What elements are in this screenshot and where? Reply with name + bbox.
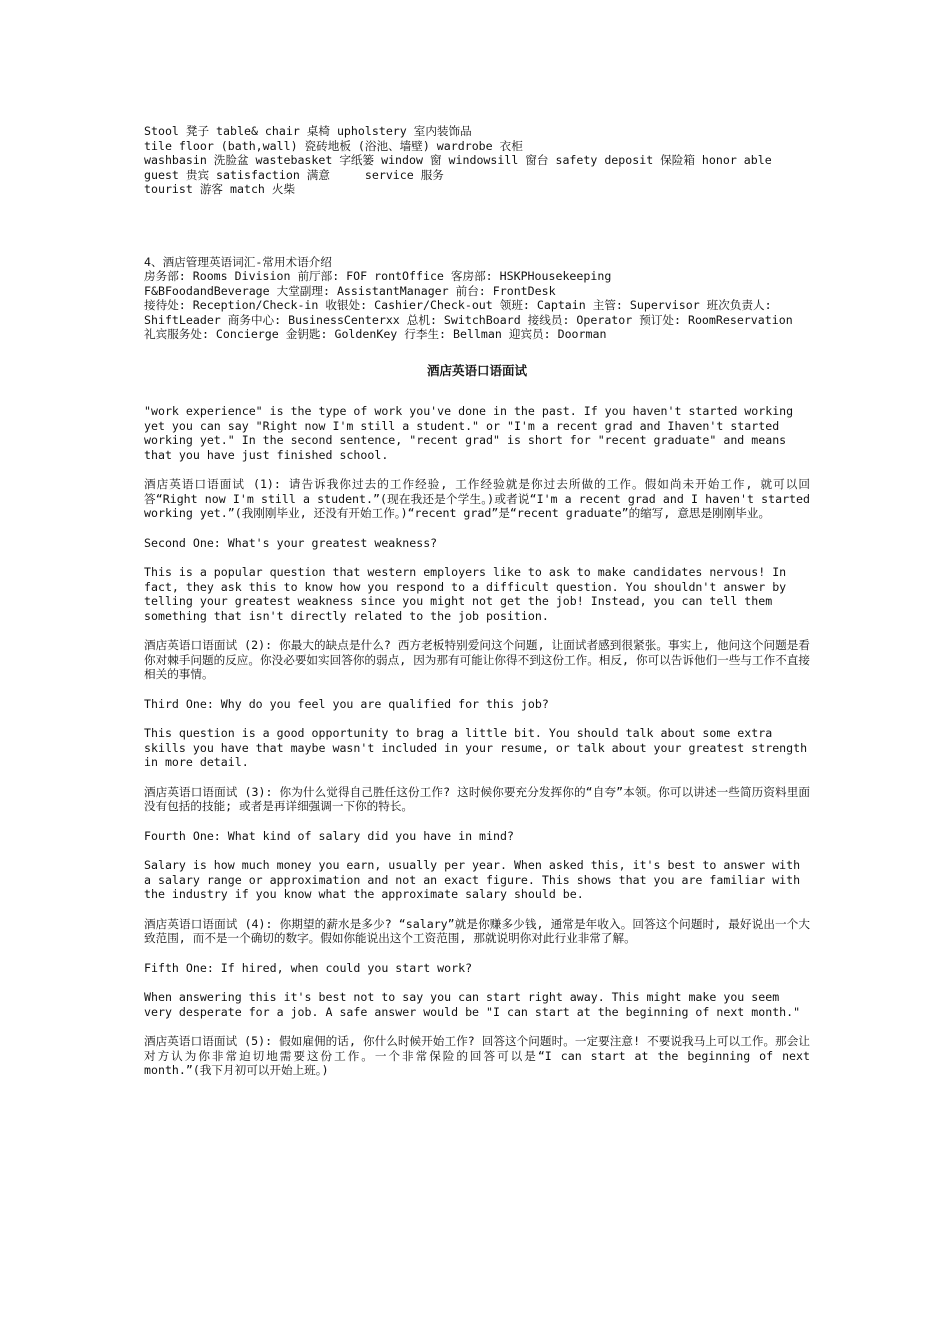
paragraph-zh: 酒店英语口语面试 (1): 请告诉我你过去的工作经验, 工作经验就是你过去所做的工作。假如尚未开始工作, 就可以回答“Right now I'm still a student.”(现在我还是个学生。)或者说“I'm a recent grad and I haven't started working yet.”(我刚刚毕业, 还没有开始工作。)“recent grad”是“recent graduate”的缩写, 意思是刚刚毕业。: [144, 477, 810, 520]
section-title: 酒店英语口语面试: [426, 362, 527, 378]
paragraph-zh: 酒店英语口语面试 (5): 假如雇佣的话, 你什么时候开始工作? 回答这个问题时。一定要注意! 不要说我马上可以工作。那会让对方认为你非常迫切地需要这份工作。一个非常保险的回答可以是“I can start at the beginning of next month.”(我下月初可以开始上班。): [144, 1034, 810, 1077]
vocab-line: washbasin 洗脸盆 wastebasket 字纸篓 window 窗 windowsill 窗台 safety deposit 保险箱 honor able guest 贵宾 satisfaction 满意 service 服务: [144, 153, 779, 182]
terms-line: F&BFoodandBeverage 大堂副理: AssistantManager 前台: FrontDesk: [144, 283, 556, 298]
terms-heading: 4、酒店管理英语词汇-常用术语介绍: [144, 254, 332, 269]
vocabulary-list: [144, 124, 810, 197]
terms-line: 房务部: Rooms Division 前厅部: FOF rontOffice 客房部: HSKPHousekeeping: [144, 269, 612, 283]
question-heading: Second One: What's your greatest weakness?: [144, 535, 438, 550]
paragraph-zh: 酒店英语口语面试 (2): 你最大的缺点是什么? 西方老板特别爱问这个问题, 让面试者感到很紧张。事实上, 他问这个问题是看你对棘手问题的反应。你没必要如实回答你的弱点, 因为那有可能让你得不到这份工作。相反, 你可以告诉他们一些与工作不直接相关的事情。: [144, 638, 810, 681]
question-heading: Third One: Why do you feel you are qualified for this job?: [144, 696, 549, 711]
vocab-line: Stool 凳子 table& chair 桌椅 upholstery 室内装饰品: [144, 124, 472, 138]
terms-line: 接待处: Reception/Check-in 收银处: Cashier/Check-out 领班: Captain 主管: Supervisor 班次负责人: ShiftLeader 商务中心: BusinessCenterxx 总机: SwitchBoard 接线员: Operator 预订处: RoomReservation 礼宾服务处: Concierge 金钥匙: GoldenKey 行李生: Bellman 迎宾员: Doorman: [144, 298, 793, 341]
paragraph-en: This is a popular question that western employers like to ask to make candidates nervous! In fact, they ask this to know how you respond to a difficult question. You shouldn't answer by telling your greatest weakness since you might not get the job! Instead, you can tell them something that isn't directly related to the job position.: [144, 565, 787, 623]
paragraph-en: When answering this it's best not to say you can start right away. This might make you seem very desperate for a job. A safe answer would be "I can start at the beginning of next month.": [144, 990, 801, 1019]
interview-qa: [144, 404, 810, 1078]
terms-section: [144, 255, 810, 342]
vocab-line: tile floor (bath,wall) 瓷砖地板 (浴池、墙壁) wardrobe 衣柜: [144, 138, 523, 153]
paragraph-zh: 酒店英语口语面试 (4): 你期望的薪水是多少? “salary”就是你赚多少钱, 通常是年收入。回答这个问题时, 最好说出一个大致范围, 而不是一个确切的数字。假如你能说出这个工资范围, 那就说明你对此行业非常了解。: [144, 916, 810, 945]
question-heading: Fourth One: What kind of salary did you have in mind?: [144, 828, 514, 843]
paragraph-en: Salary is how much money you earn, usually per year. When asked this, it's best to answer with a salary range or approximation and not an exact figure. This shows that you are familiar with the industry if you know what the approximate salary should be.: [144, 858, 801, 901]
paragraph-en: "work experience" is the type of work you've done in the past. If you haven't started working yet you can say "Right now I'm still a student." or "I'm a recent grad and Ihaven't started working yet." In the second sentence, "recent grad" is short for "recent graduate" and means that you have just finished school.: [144, 404, 794, 462]
question-heading: Fifth One: If hired, when could you start work?: [144, 960, 473, 975]
document-page: [144, 124, 810, 1093]
paragraph-zh: 酒店英语口语面试 (3): 你为什么觉得自己胜任这份工作? 这时候你要充分发挥你的“自夸”本领。你可以讲述一些简历资料里面没有包括的技能; 或者是再详细强调一下你的特长。: [144, 784, 810, 813]
vocab-line: tourist 游客 match 火柴: [144, 182, 296, 196]
paragraph-en: This question is a good opportunity to brag a little bit. You should talk about some extra skills you have that maybe wasn't included in your resume, or talk about your greatest strength in more detail.: [144, 726, 808, 769]
